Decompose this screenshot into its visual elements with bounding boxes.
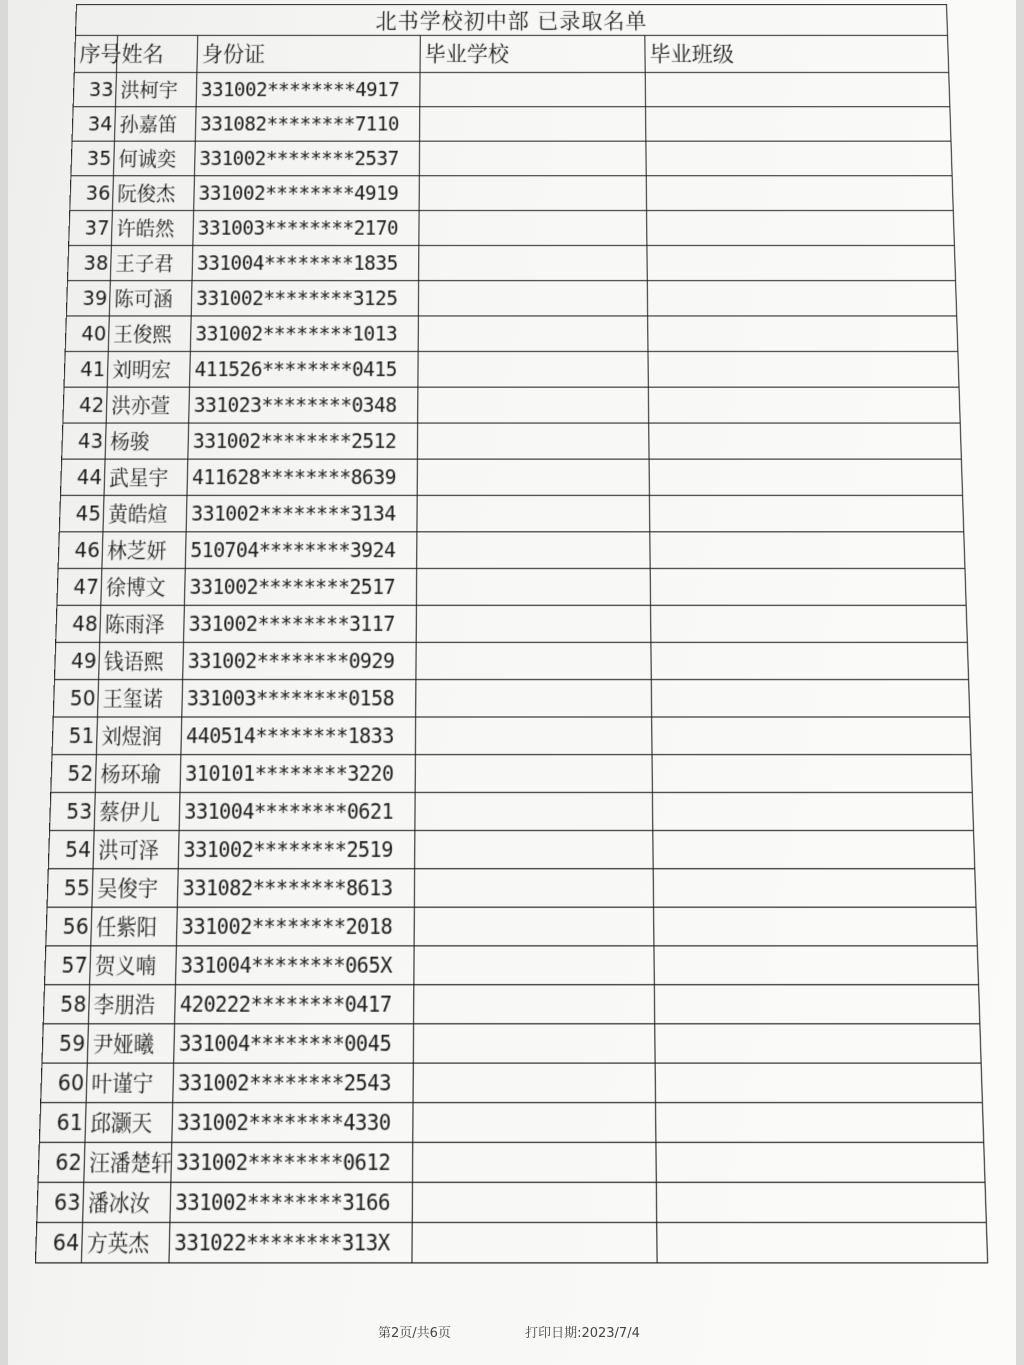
- graduation-class-cell: [647, 211, 955, 246]
- graduation-school-cell: [416, 605, 651, 642]
- student-name: 何诚奕: [113, 141, 195, 176]
- graduation-class-cell: [652, 755, 972, 793]
- graduation-school-cell: [418, 281, 647, 316]
- student-name: 林芝妍: [102, 532, 186, 569]
- table-row: [63, 387, 960, 423]
- id-number: 411526********0415: [190, 351, 419, 387]
- header-school: 毕业学校: [420, 35, 645, 72]
- graduation-school-cell: [419, 211, 647, 246]
- student-name: 洪柯宇: [115, 72, 196, 106]
- graduation-school-cell: [416, 680, 652, 717]
- graduation-school-cell: [418, 351, 648, 387]
- paper-sheet: [8, 0, 1016, 1365]
- graduation-school-cell: [413, 1103, 656, 1143]
- row-number: 62: [38, 1142, 85, 1182]
- table-row: [46, 907, 978, 946]
- id-number: 331002********4919: [194, 176, 420, 211]
- graduation-class-cell: [648, 351, 959, 387]
- student-name: 杨环瑜: [95, 755, 181, 793]
- student-name: 王子君: [110, 245, 192, 280]
- graduation-class-cell: [656, 1103, 984, 1143]
- row-number: 54: [48, 831, 94, 869]
- student-name: 武星宇: [104, 459, 188, 495]
- student-name: 吴俊宇: [92, 869, 178, 907]
- row-number: 56: [46, 907, 92, 946]
- id-number: 331004********1835: [192, 245, 419, 280]
- id-number: 331082********8613: [177, 869, 414, 907]
- table-row: [57, 568, 966, 605]
- row-number: 45: [59, 495, 104, 531]
- admission-table: [35, 4, 988, 1263]
- graduation-class-cell: [654, 907, 978, 946]
- graduation-school-cell: [415, 717, 652, 755]
- graduation-class-cell: [645, 72, 950, 106]
- table-row: [39, 1103, 983, 1143]
- row-number: 48: [56, 605, 101, 642]
- id-number: 331004********0621: [179, 792, 415, 830]
- row-number: 39: [66, 281, 110, 316]
- row-number: 60: [41, 1063, 88, 1103]
- id-number: 331002********3166: [170, 1182, 413, 1222]
- graduation-school-cell: [412, 1142, 656, 1182]
- graduation-class-cell: [649, 459, 963, 495]
- id-number: 331002********2537: [194, 141, 419, 176]
- graduation-class-cell: [655, 1063, 982, 1103]
- row-number: 33: [73, 72, 116, 106]
- table-row: [47, 869, 976, 907]
- student-name: 杨骏: [105, 423, 189, 459]
- graduation-class-cell: [656, 1182, 986, 1222]
- graduation-school-cell: [415, 792, 653, 830]
- table-row: [50, 792, 974, 830]
- student-name: 贺义喃: [90, 946, 177, 985]
- id-number: 331003********0158: [182, 680, 416, 717]
- student-name: 阮俊杰: [112, 176, 194, 211]
- graduation-class-cell: [647, 281, 956, 316]
- row-number: 46: [58, 532, 103, 569]
- graduation-school-cell: [413, 1063, 655, 1103]
- graduation-school-cell: [414, 907, 654, 946]
- row-number: 41: [64, 351, 108, 387]
- header-class: 毕业班级: [645, 35, 949, 72]
- row-number: 43: [62, 423, 106, 459]
- table-body: [35, 72, 987, 1262]
- student-name: 洪亦萱: [106, 387, 189, 423]
- row-number: 37: [69, 211, 113, 246]
- graduation-class-cell: [653, 831, 975, 869]
- id-number: 331082********7110: [195, 107, 420, 141]
- row-number: 64: [35, 1222, 82, 1262]
- row-number: 44: [60, 459, 105, 495]
- table-row: [35, 1222, 987, 1262]
- id-number: 331002********3125: [191, 281, 418, 316]
- graduation-class-cell: [654, 946, 979, 985]
- table-row: [54, 642, 968, 679]
- id-number: 331023********0348: [189, 387, 418, 423]
- graduation-school-cell: [419, 141, 646, 176]
- graduation-class-cell: [650, 568, 966, 605]
- row-number: 53: [50, 792, 96, 830]
- table-row: [59, 495, 964, 531]
- graduation-school-cell: [414, 946, 654, 985]
- row-number: 52: [51, 755, 97, 793]
- id-number: 331003********2170: [193, 211, 419, 246]
- graduation-school-cell: [417, 423, 649, 459]
- student-name: 陈雨泽: [100, 605, 185, 642]
- table-row: [38, 1142, 985, 1182]
- graduation-class-cell: [646, 176, 953, 211]
- id-number: 331002********1013: [190, 316, 418, 352]
- id-number: 331002********2519: [178, 831, 415, 869]
- id-number: 310101********3220: [180, 755, 415, 793]
- student-name: 许皓然: [111, 211, 193, 246]
- admission-list-page: [35, 4, 987, 1263]
- id-number: 331002********2512: [188, 423, 418, 459]
- graduation-class-cell: [653, 869, 976, 907]
- table-row: [52, 717, 971, 755]
- id-number: 331022********313X: [169, 1222, 412, 1262]
- graduation-class-cell: [651, 605, 968, 642]
- row-number: 59: [42, 1024, 88, 1063]
- table-row: [41, 1063, 983, 1103]
- row-number: 50: [53, 680, 98, 717]
- print-date: 打印日期:2023/7/4: [525, 1326, 640, 1341]
- row-number: 49: [54, 642, 99, 679]
- row-number: 57: [45, 946, 91, 985]
- row-number: 36: [70, 176, 114, 211]
- id-number: 331002********0929: [183, 642, 417, 679]
- table-row: [67, 245, 955, 280]
- graduation-class-cell: [646, 107, 952, 141]
- id-number: 331002********4330: [172, 1103, 413, 1143]
- row-number: 35: [71, 141, 115, 176]
- table-row: [72, 107, 951, 141]
- student-name: 王玺诺: [97, 680, 182, 717]
- graduation-class-cell: [651, 642, 969, 679]
- id-number: 331002********2543: [173, 1063, 414, 1103]
- graduation-school-cell: [419, 245, 648, 280]
- graduation-class-cell: [646, 141, 952, 176]
- graduation-school-cell: [415, 755, 652, 793]
- student-name: 汪潘楚轩: [84, 1142, 172, 1182]
- student-name: 孙嘉笛: [114, 107, 196, 141]
- student-name: 陈可涵: [109, 281, 192, 316]
- page-footer: [378, 1322, 710, 1341]
- graduation-school-cell: [419, 176, 646, 211]
- student-name: 刘煜润: [96, 717, 181, 755]
- table-header-row: [74, 35, 949, 72]
- graduation-school-cell: [417, 495, 650, 531]
- graduation-school-cell: [415, 831, 654, 869]
- id-number: 411628********8639: [187, 459, 417, 495]
- table-row: [64, 351, 959, 387]
- graduation-school-cell: [418, 387, 649, 423]
- table-row: [62, 423, 962, 459]
- table-row: [71, 141, 952, 176]
- graduation-school-cell: [412, 1182, 656, 1222]
- graduation-class-cell: [648, 316, 958, 352]
- graduation-class-cell: [652, 717, 971, 755]
- table-row: [37, 1182, 987, 1222]
- id-number: 331004********0045: [174, 1024, 414, 1063]
- table-row: [43, 985, 980, 1024]
- graduation-school-cell: [420, 72, 646, 106]
- table-row: [42, 1024, 981, 1063]
- graduation-school-cell: [414, 869, 653, 907]
- id-number: 331002********3117: [184, 605, 417, 642]
- table-row: [48, 831, 975, 869]
- graduation-school-cell: [420, 107, 646, 141]
- graduation-class-cell: [650, 532, 965, 569]
- graduation-class-cell: [657, 1222, 988, 1262]
- id-number: 331002********4917: [196, 72, 420, 106]
- row-number: 55: [47, 869, 93, 907]
- graduation-class-cell: [652, 792, 973, 830]
- student-name: 徐博文: [101, 568, 185, 605]
- table-row: [45, 946, 979, 985]
- graduation-school-cell: [416, 568, 650, 605]
- student-name: 方英杰: [81, 1222, 170, 1262]
- header-no: 序号: [74, 35, 117, 72]
- table-row: [53, 680, 970, 717]
- graduation-class-cell: [648, 387, 960, 423]
- id-number: 420222********0417: [175, 985, 414, 1024]
- student-name: 李朋浩: [88, 985, 175, 1024]
- row-number: 51: [52, 717, 97, 755]
- row-number: 47: [57, 568, 102, 605]
- graduation-class-cell: [655, 1024, 981, 1063]
- table-row: [73, 72, 950, 106]
- graduation-class-cell: [651, 680, 970, 717]
- student-name: 洪可泽: [93, 831, 179, 869]
- student-name: 尹娅曦: [87, 1024, 174, 1063]
- row-number: 38: [67, 245, 111, 280]
- table-row: [65, 316, 958, 352]
- id-number: 331002********2018: [176, 907, 414, 946]
- id-number: 440514********1833: [181, 717, 416, 755]
- table-row: [69, 211, 955, 246]
- student-name: 王俊熙: [108, 316, 191, 352]
- student-name: 刘明宏: [107, 351, 190, 387]
- graduation-school-cell: [414, 985, 655, 1024]
- table-row: [51, 755, 973, 793]
- row-number: 58: [43, 985, 89, 1024]
- graduation-school-cell: [412, 1222, 657, 1262]
- graduation-class-cell: [654, 985, 980, 1024]
- graduation-school-cell: [416, 642, 651, 679]
- table-row: [58, 532, 965, 569]
- table-row: [56, 605, 968, 642]
- student-name: 任紫阳: [91, 907, 178, 946]
- graduation-school-cell: [417, 459, 649, 495]
- graduation-school-cell: [418, 316, 648, 352]
- graduation-class-cell: [647, 245, 956, 280]
- header-name: 姓名: [116, 35, 197, 72]
- row-number: 34: [72, 107, 115, 141]
- header-id: 身份证: [197, 35, 420, 72]
- id-number: 331004********065X: [175, 946, 414, 985]
- student-name: 黄皓煊: [103, 495, 187, 531]
- document-title: 北书学校初中部 已录取名单: [75, 4, 947, 35]
- id-number: 331002********0612: [171, 1142, 413, 1182]
- graduation-class-cell: [656, 1142, 985, 1182]
- student-name: 蔡伊儿: [94, 792, 180, 830]
- graduation-school-cell: [413, 1024, 655, 1063]
- id-number: 510704********3924: [185, 532, 417, 569]
- graduation-class-cell: [649, 423, 962, 459]
- student-name: 钱语熙: [99, 642, 184, 679]
- table-row: [60, 459, 962, 495]
- id-number: 331002********3134: [186, 495, 417, 531]
- row-number: 61: [39, 1103, 86, 1143]
- id-number: 331002********2517: [184, 568, 416, 605]
- student-name: 潘冰汝: [83, 1182, 171, 1222]
- table-row: [70, 176, 954, 211]
- table-row: [66, 281, 956, 316]
- graduation-school-cell: [417, 532, 650, 569]
- row-number: 42: [63, 387, 107, 423]
- row-number: 40: [65, 316, 109, 352]
- student-name: 叶谨宁: [86, 1063, 174, 1103]
- page-number: 第2页/共6页: [378, 1326, 451, 1341]
- student-name: 邱灏天: [85, 1103, 173, 1143]
- row-number: 63: [37, 1182, 84, 1222]
- graduation-class-cell: [649, 495, 963, 531]
